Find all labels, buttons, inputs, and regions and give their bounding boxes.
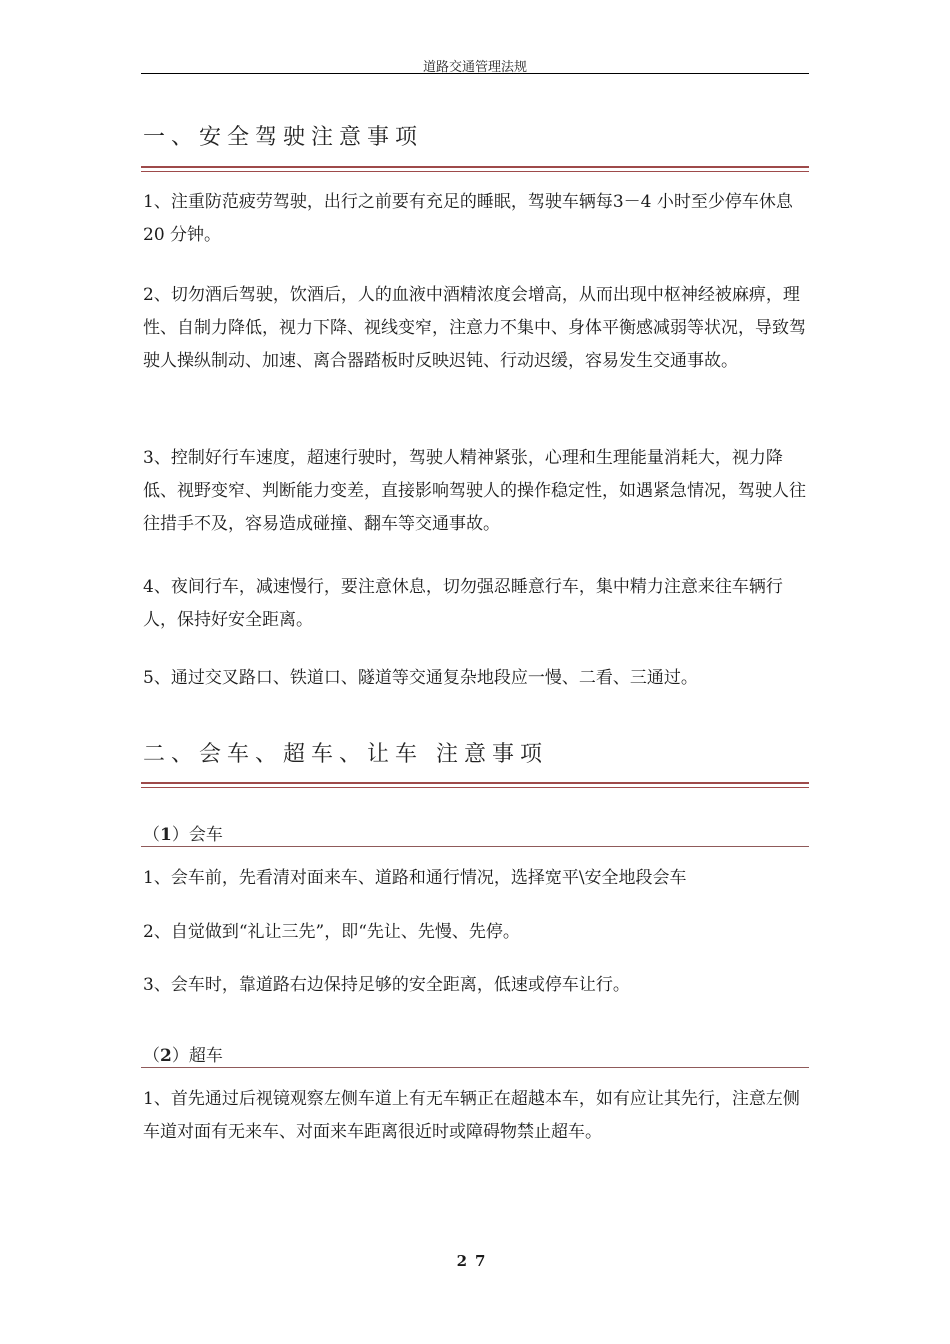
subsection-meeting-number: 1 [160,825,172,845]
section1-item-3: 3、控制好行车速度，超速行驶时，驾驶人精神紧张，心理和生理能量消耗大，视力降低、视野变窄、判断能力变差，直接影响驾驶人的操作稳定性，如遇紧急情况，驾驶人往往措手不及，容易造成碰撞、翻车等交通事故。 [143,448,806,534]
subsection-meeting-rule [141,846,809,847]
page-header-title: 道路交通管理法规 [422,60,527,75]
subsection-meeting-heading: （1）会车 [143,825,223,845]
overtaking-item-1: 1、首先通过后视镜观察左侧车道上有无车辆正在超越本车，如有应让其先行，注意左侧车道对面有无来车、对面来车距离很近时或障碍物禁止超车。 [143,1089,800,1142]
subsection-overtaking-label: 超车 [188,1046,223,1066]
section1-item-4: 4、夜间行车，减速慢行，要注意休息，切勿强忍睡意行车，集中精力注意来往车辆行人，保持好安全距离。 [143,577,783,630]
section1-divider [141,166,809,172]
section1-item-2: 2、切勿酒后驾驶，饮酒后，人的血液中酒精浓度会增高，从而出现中枢神经被麻痹，理性、自制力降低，视力下降、视线变窄，注意力不集中、身体平衡感减弱等状况，导致驾驶人操纵制动、加速、离合器踏板时反映迟钝、行动迟缓，容易发生交通事故。 [143,285,806,371]
header-rule [141,73,809,74]
section1-heading: 一、安全驾驶注意事项 [143,125,424,150]
subsection-overtaking-rule [141,1067,809,1068]
meeting-item-3: 3、会车时，靠道路右边保持足够的安全距离，低速或停车让行。 [143,975,630,995]
meeting-item-2: 2、自觉做到“礼让三先”，即“先让、先慢、先停。 [143,922,520,942]
section2-divider [141,782,809,788]
page-number: 27 [456,1252,494,1270]
section1-item-1: 1、注重防范疲劳驾驶，出行之前要有充足的睡眠，驾驶车辆每3－4 小时至少停车休息 20 分钟。 [143,192,793,245]
meeting-item-1: 1、会车前，先看清对面来车、道路和通行情况，选择宽平\安全地段会车 [143,868,687,888]
section1-item-5: 5、通过交叉路口、铁道口、隧道等交通复杂地段应一慢、二看、三通过。 [143,668,698,688]
subsection-overtaking-heading: （2）超车 [143,1046,223,1066]
subsection-meeting-label: 会车 [188,825,223,845]
section2-heading: 二、会车、超车、让车 注意事项 [143,742,548,767]
subsection-overtaking-number: 2 [160,1046,172,1066]
